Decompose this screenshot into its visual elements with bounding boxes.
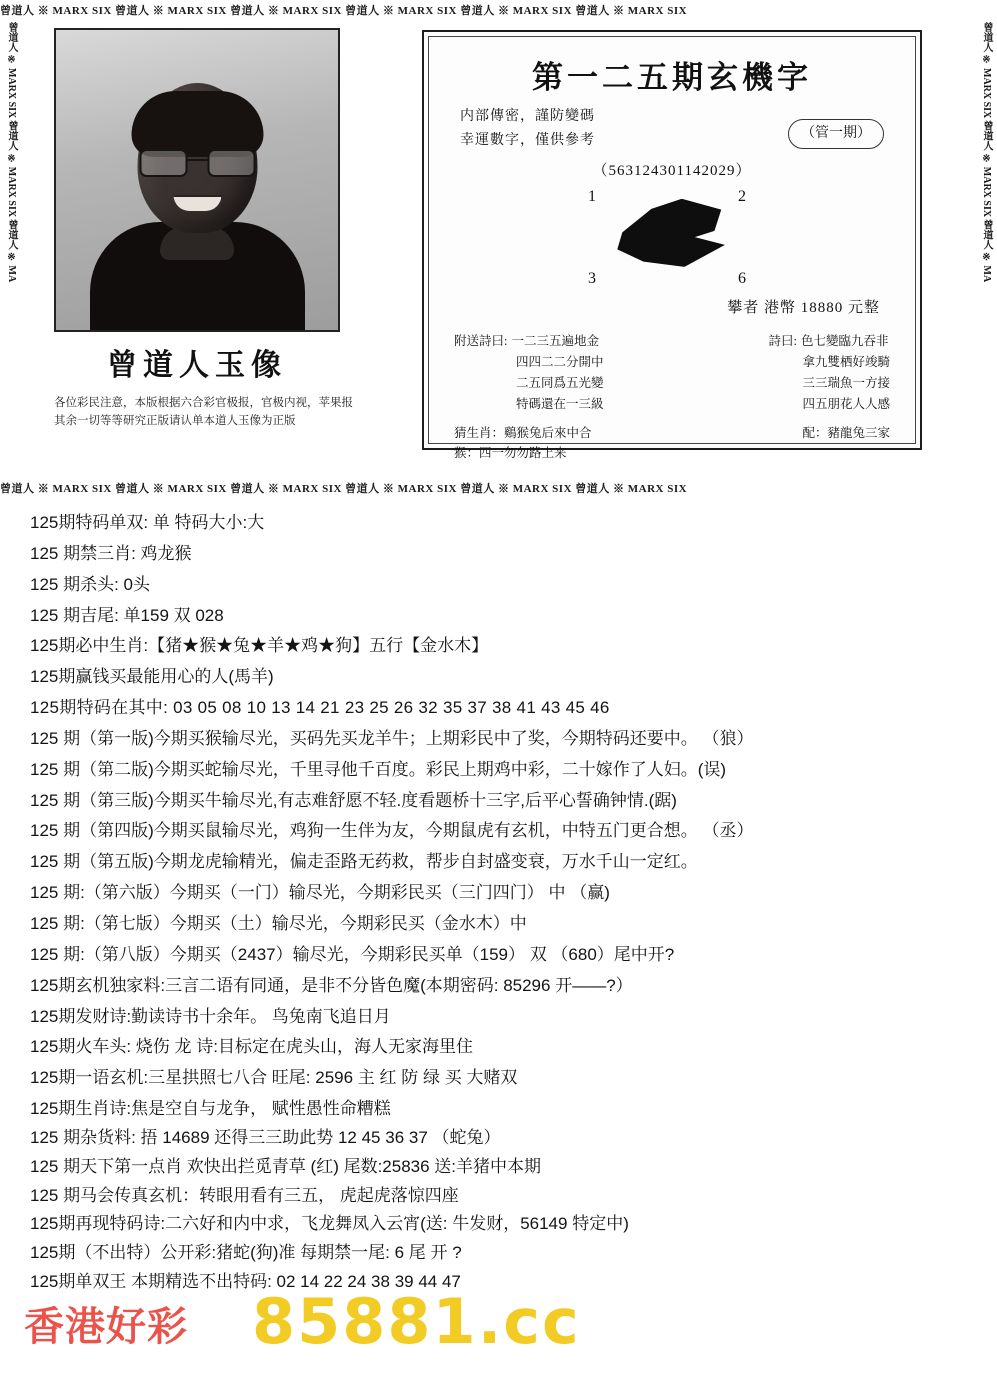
guess-section xyxy=(438,423,906,463)
poem-right-line-4: 四五朋花人人感 xyxy=(802,397,890,411)
forecast-line: 125期火车头: 烧伤 龙 诗:目标定在虎头山，海人无家海里住 xyxy=(30,1037,473,1057)
forecast-line: 125期特码单双: 单 特码大小:大 xyxy=(30,513,265,532)
forecast-line: 125期一语玄机:三星拱照七八合 旺尾: 2596 主 红 防 绿 买 大赌双 xyxy=(30,1068,518,1088)
header-banner xyxy=(0,0,997,500)
banner-border-right: 曾道人 ※ MARX SIX 曾道人 ※ MARX SIX 曾道人 ※ MA xyxy=(981,22,992,283)
portrait-note-line-2: 其余一切等等研究正版请认单本道人玉像为正版 xyxy=(54,415,296,427)
portrait-note xyxy=(54,394,384,430)
forecast-line: 125 期:（第七版）今期买（土）输尽光，今期彩民买（金水木）中 xyxy=(30,913,527,933)
portrait-figure xyxy=(90,65,305,330)
forecast-line: 125期必中生肖:【猪★猴★兔★羊★鸡★狗】五行【金水木】 xyxy=(30,636,489,656)
forecast-line: 125 期禁三肖: 鸡龙猴 xyxy=(30,543,192,563)
poem-right-line-1: 色七變臨九吞非 xyxy=(800,334,889,348)
portrait-hair xyxy=(131,91,263,157)
forecast-line: 125 期杀头: 0头 xyxy=(30,574,150,594)
forecast-line: 125期发财诗:勤读诗书十余年。 鸟兔南飞追日月 xyxy=(30,1006,391,1026)
forecast-line: 125 期杂货料: 捂 14689 还得三三助此势 12 45 36 37 （蛇兔） xyxy=(30,1127,501,1147)
forecast-line: 125 期:（第六版）今期买（一门）输尽光，今期彩民买（三门四门） 中 （赢) xyxy=(30,883,610,903)
poem-left-line-4: 特碼還在一三級 xyxy=(516,397,604,411)
poem-left-head: 附送詩曰: xyxy=(454,334,508,348)
poem-left xyxy=(454,331,604,415)
poem-left-line-1: 一二三五遍地金 xyxy=(511,334,599,348)
poem-section xyxy=(438,331,906,415)
info-title: 第一二五期玄機字 xyxy=(532,60,812,95)
portrait-note-line-1: 各位彩民注意，本版根据六合彩官极报，官极内视，苹果报 xyxy=(54,397,353,409)
forecast-line: 125 期（第四版)今期买鼠输尽光，鸡狗一生伴为友，今期鼠虎有玄机，中特五门更合想。 （丞） xyxy=(30,821,754,841)
poem-right xyxy=(768,331,890,415)
info-price: 攀者 港幣 18880 元整 xyxy=(727,300,880,316)
poem-right-line-3: 三三瑞魚一方接 xyxy=(802,376,890,390)
info-panel xyxy=(422,30,922,460)
glyph-number-top-left: 1 xyxy=(588,188,596,205)
forecast-line: 125 期天下第一点肖 欢快出拦觅青草 (红) 尾数:25836 送:羊猪中本期 xyxy=(30,1156,542,1176)
forecast-line: 125 期:（第八版）今期买（2437）输尽光，今期彩民买单（159） 双 （680）尾中开? xyxy=(30,944,675,964)
portrait-block xyxy=(54,28,364,428)
info-subtitle xyxy=(438,105,906,153)
banner-border-left: 曾道人 ※ MARX SIX 曾道人 ※ MARX SIX 曾道人 ※ MA xyxy=(6,22,17,283)
info-sub-line-2: 幸運數字，僅供參考 xyxy=(460,133,595,148)
glyph-number-bottom-left: 3 xyxy=(588,270,596,287)
glyph-number-top-right: 2 xyxy=(738,188,746,205)
forecast-text-body xyxy=(0,500,997,1291)
poem-right-line-2: 拿九雙栖好竣騎 xyxy=(802,355,890,369)
guess-line-2: 猴：四一勿勿路上来 xyxy=(454,446,567,460)
portrait-mouth xyxy=(173,195,221,211)
banner-border-bottom: 曾道人 ※ MARX SIX 曾道人 ※ MARX SIX 曾道人 ※ MARX SIX 曾道人 ※ MARX SIX 曾道人 ※ MARX SIX 曾道人 ※ MARX SIX xyxy=(0,483,688,495)
portrait-coat xyxy=(90,222,305,330)
forecast-line: 125期生肖诗:焦是空自与龙争， 赋性愚性命糟糕 xyxy=(30,1099,391,1119)
forecast-line: 125期特码在其中: 03 05 08 10 13 14 21 23 25 26 32 35 37 38 41 43 45 46 xyxy=(30,698,610,718)
info-lucky-code: （563124301142029） xyxy=(592,163,752,179)
forecast-line: 125期玄机独家料:三言二语有同通，是非不分皆色魔(本期密码: 85296 开——?） xyxy=(30,975,633,995)
forecast-line: 125期（不出特）公开彩:猪蛇(狗)准 每期禁一尾: 6 尾 开 ? xyxy=(30,1243,462,1263)
glyph-shape xyxy=(613,194,731,273)
guess-line-1: 猜生肖：鷄猴兔后來中合 xyxy=(454,426,592,440)
portrait-head xyxy=(137,83,257,233)
forecast-line: 125期单双王 本期精选不出特码: 02 14 22 24 38 39 44 47 xyxy=(30,1272,461,1292)
watermark-red: 香港好彩 xyxy=(24,1305,188,1349)
info-period-badge: （管一期） xyxy=(788,119,884,149)
forecast-line: 125 期（第五版)今期龙虎输精光，偏走歪路无药救，帮步自封盛变衰，万水千山一定红。 xyxy=(30,852,698,872)
forecast-line: 125 期马会传真玄机：转眼用看有三五， 虎起虎落惊四座 xyxy=(30,1185,459,1205)
glyph-number-bottom-right: 6 xyxy=(738,270,746,287)
forecast-line: 125 期（第三版)今期买牛输尽光,有志难舒愿不轻.度看题桥十三字,后平心誓确钟情.(踞) xyxy=(30,790,677,810)
glasses-icon xyxy=(139,149,255,175)
portrait-title: 曾道人玉像 xyxy=(107,349,287,382)
forecast-line: 125期赢钱买最能用心的人(馬羊) xyxy=(30,667,274,687)
match-line: 配：豬龍兔三家 xyxy=(802,426,890,440)
banner-border-top: 曾道人 ※ MARX SIX 曾道人 ※ MARX SIX 曾道人 ※ MARX SIX 曾道人 ※ MARX SIX 曾道人 ※ MARX SIX 曾道人 ※ MARX SIX xyxy=(0,5,688,17)
poem-left-line-3: 二五同爲五光變 xyxy=(516,376,604,390)
forecast-line: 125 期（第二版)今期买蛇输尽光，千里寻他千百度。彩民上期鸡中彩，二十嫁作了人妇。(误) xyxy=(30,759,727,779)
poem-right-head: 詩曰: xyxy=(768,334,797,348)
forecast-line: 125 期（第一版)今期买猴输尽光，买码先买龙羊牛；上期彩民中了奖，今期特码还要中。 （狼） xyxy=(30,728,754,748)
portrait-photo xyxy=(54,28,340,332)
poem-left-line-2: 四四二二分開中 xyxy=(516,355,604,369)
mystery-glyph xyxy=(438,184,906,294)
forecast-line: 125 期吉尾: 单159 双 028 xyxy=(30,605,224,625)
forecast-line: 125期再现特码诗:二六好和内中求，飞龙舞凤入云宵(送: 牛发财，56149 特定中) xyxy=(30,1214,629,1234)
watermark-yellow: 85881.cc xyxy=(252,1285,581,1358)
info-sub-line-1: 内部傳密，謹防變碼 xyxy=(460,109,595,124)
